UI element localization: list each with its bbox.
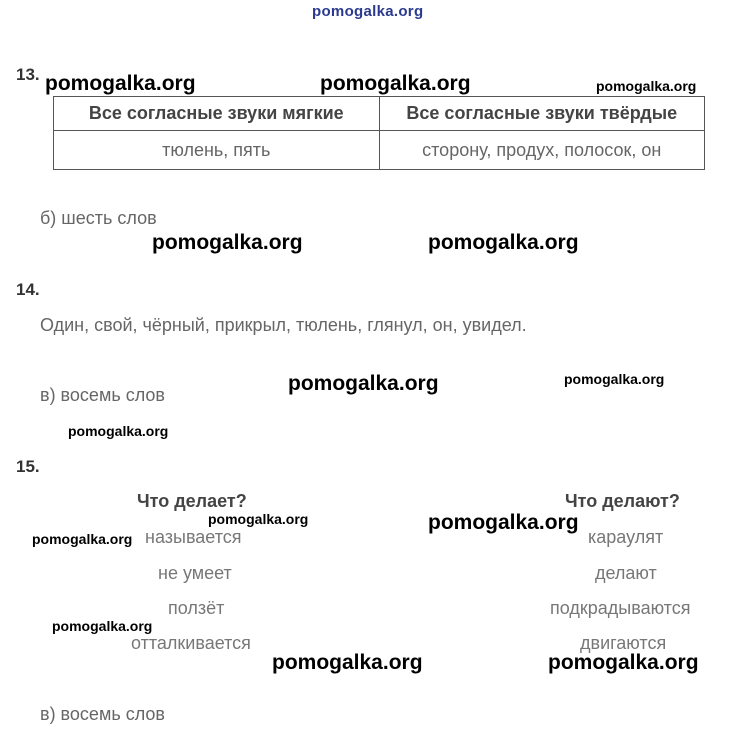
right-word: караулят <box>588 527 664 547</box>
left-word: называется <box>145 527 242 547</box>
table-header-row <box>54 97 705 131</box>
watermark: pomogalka.org <box>32 531 133 547</box>
left-column-header: Что делает? <box>137 491 247 511</box>
header-hard-consonants: Все согласные звуки твёрдые <box>379 97 705 131</box>
watermark: pomogalka.org <box>288 372 439 395</box>
watermark: pomogalka.org <box>272 651 423 674</box>
right-column-header: Что делают? <box>565 491 680 511</box>
task-13-number: 13. <box>16 65 40 84</box>
task-14-number: 14. <box>16 280 40 299</box>
task-14-sentence: Один, свой, чёрный, прикрыл, тюлень, глянул, он, увидел. <box>40 315 527 335</box>
watermark: pomogalka.org <box>548 651 699 674</box>
left-word: ползёт <box>168 598 225 618</box>
watermark: pomogalka.org <box>68 423 169 439</box>
table-row <box>54 131 705 170</box>
watermark: pomogalka.org <box>428 231 579 254</box>
cell-hard-words: сторону, продух, полосок, он <box>379 131 705 170</box>
right-word: делают <box>595 563 657 583</box>
right-word: двигаются <box>580 633 667 653</box>
watermark: pomogalka.org <box>428 511 579 534</box>
right-word: подкрадываются <box>550 598 691 618</box>
watermark: pomogalka.org <box>152 231 303 254</box>
task-13-answer: б) шесть слов <box>40 208 157 228</box>
task-14-answer: в) восемь слов <box>40 385 165 405</box>
watermark: pomogalka.org <box>208 511 309 527</box>
task-15-answer: в) восемь слов <box>40 704 165 724</box>
watermark: pomogalka.org <box>596 78 697 94</box>
left-word: не умеет <box>158 563 232 583</box>
site-watermark-top: pomogalka.org <box>312 3 424 20</box>
watermark: pomogalka.org <box>564 371 665 387</box>
cell-soft-words: тюлень, пять <box>54 131 380 170</box>
watermark: pomogalka.org <box>320 72 471 95</box>
watermark: pomogalka.org <box>52 618 153 634</box>
header-soft-consonants: Все согласные звуки мягкие <box>54 97 380 131</box>
sounds-table <box>53 96 705 170</box>
left-word: отталкивается <box>131 633 251 653</box>
task-15-number: 15. <box>16 457 40 476</box>
watermark: pomogalka.org <box>45 72 196 95</box>
